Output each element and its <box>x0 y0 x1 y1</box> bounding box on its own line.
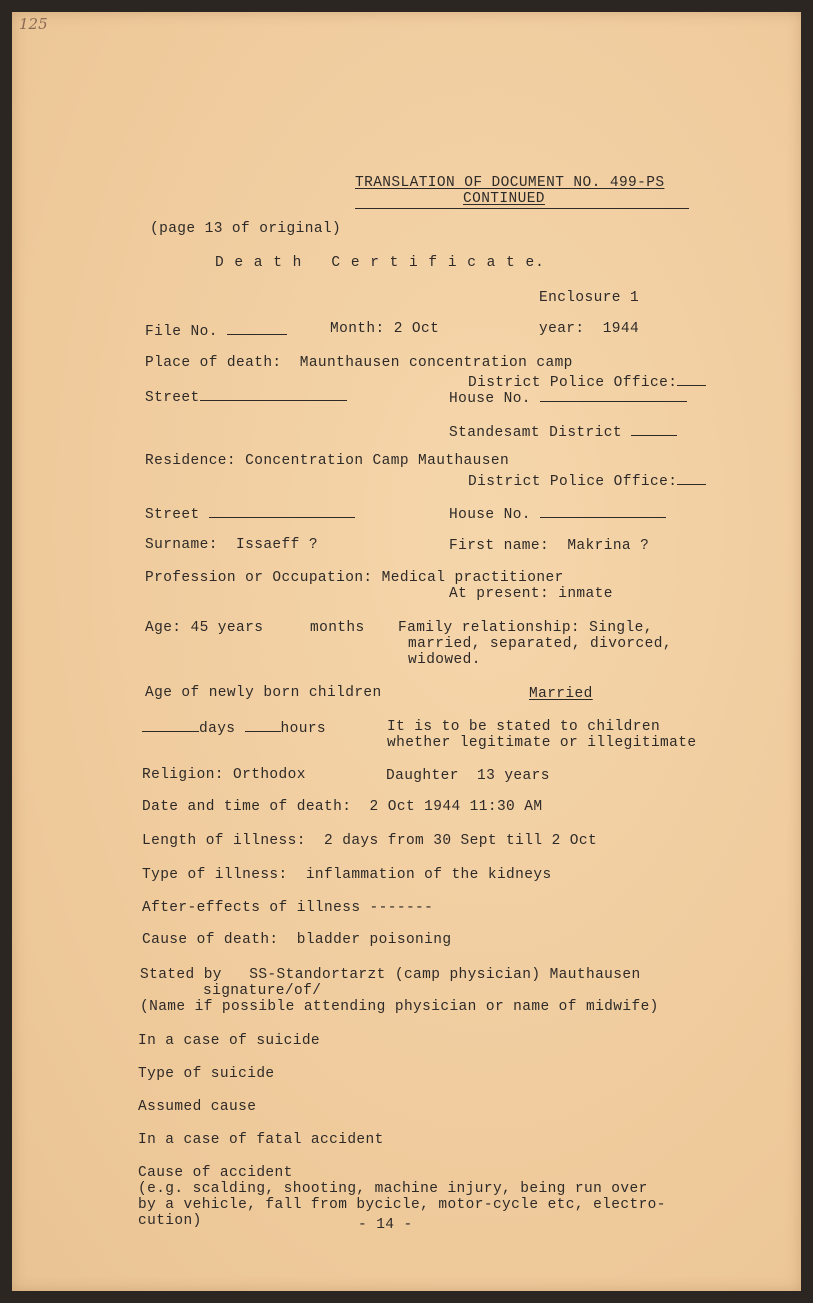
street-label-1: Street <box>145 390 200 406</box>
house-no-field-2 <box>449 504 666 523</box>
header-title: TRANSLATION OF DOCUMENT NO. 499-PS <box>355 175 665 191</box>
enclosure-label: Enclosure 1 <box>539 290 640 306</box>
months-label: months <box>310 620 365 636</box>
suicide-type: Type of suicide <box>138 1066 275 1082</box>
police-office-blank-2 <box>677 471 706 485</box>
street-blank-1 <box>200 387 347 401</box>
family-relationship-3: widowed. <box>408 652 481 668</box>
hours-blank <box>245 718 281 732</box>
religion: Religion: Orthodox <box>142 767 306 783</box>
standesamt-blank <box>631 422 677 436</box>
type-of-illness: Type of illness: inflammation of the kidneys <box>142 867 552 883</box>
days-label: days <box>199 721 236 737</box>
police-office-label-1: District Police Office: <box>468 375 678 391</box>
date-time-of-death: Date and time of death: 2 Oct 1944 11:30 AM <box>142 799 543 815</box>
after-effects: After-effects of illness ------- <box>142 900 434 916</box>
signature-of: signature/of/ <box>203 983 322 999</box>
suicide-case: In a case of suicide <box>138 1033 321 1049</box>
name-if-possible: (Name if possible attending physician or name of midwife) <box>140 999 659 1015</box>
street-blank-2 <box>209 504 355 518</box>
accident-cause: Cause of accident <box>138 1165 293 1181</box>
archive-mark: 125 <box>19 15 48 33</box>
surname: Surname: Issaeff ? <box>145 537 318 553</box>
street-field-2 <box>145 504 355 523</box>
year-field: year: 1944 <box>539 321 640 337</box>
police-office-label-2: District Police Office: <box>468 474 678 490</box>
at-present: At present: inmate <box>449 586 613 602</box>
accident-examples-2: by a vehicle, fall from bycicle, motor-cycle etc, electro- <box>138 1197 666 1213</box>
house-no-label-2: House No. <box>449 507 531 523</box>
house-no-blank-2 <box>540 504 666 518</box>
daughter: Daughter 13 years <box>386 768 550 784</box>
hours-label: hours <box>280 721 327 737</box>
days-hours-field <box>142 718 326 737</box>
house-no-field-1 <box>449 388 687 407</box>
standesamt-label: Standesamt District <box>449 425 622 441</box>
street-field-1 <box>145 387 347 406</box>
page-number: - 14 - <box>358 1217 413 1233</box>
place-of-death: Place of death: Maunthausen concentration camp <box>145 355 573 371</box>
residence: Residence: Concentration Camp Mauthausen <box>145 453 510 469</box>
married-status: Married <box>529 686 593 702</box>
length-of-illness: Length of illness: 2 days from 30 Sept till 2 Oct <box>142 833 598 849</box>
header-rule <box>355 208 689 209</box>
family-relationship-1: Family relationship: Single, <box>398 620 653 636</box>
age: Age: 45 years <box>145 620 264 636</box>
certificate-title: D e a t h C e r t i f i c a t e. <box>215 255 545 271</box>
document-page <box>12 12 801 1291</box>
file-no-label: File No. <box>145 324 218 340</box>
file-no-blank <box>227 321 287 335</box>
legitimacy-note-2: whether legitimate or illegitimate <box>387 735 697 751</box>
standesamt-district <box>449 422 677 441</box>
accident-examples-1: (e.g. scalding, shooting, machine injury, being run over <box>138 1181 648 1197</box>
police-office-blank-1 <box>677 372 706 386</box>
family-relationship-2: married, separated, divorced, <box>408 636 672 652</box>
legitimacy-note-1: It is to be stated to children <box>387 719 661 735</box>
stated-by: Stated by SS-Standortarzt (camp physician) Mauthausen <box>140 967 641 983</box>
header-continued: CONTINUED <box>463 191 545 207</box>
fatal-accident: In a case of fatal accident <box>138 1132 384 1148</box>
days-blank <box>142 718 199 732</box>
assumed-cause: Assumed cause <box>138 1099 257 1115</box>
street-label-2: Street <box>145 507 200 523</box>
first-name: First name: Makrina ? <box>449 538 650 554</box>
profession: Profession or Occupation: Medical practitioner <box>145 570 564 586</box>
house-no-label-1: House No. <box>449 391 531 407</box>
page-note: (page 13 of original) <box>150 221 342 237</box>
cause-of-death: Cause of death: bladder poisoning <box>142 932 452 948</box>
accident-examples-3: cution) <box>138 1213 202 1229</box>
month-field: Month: 2 Oct <box>330 321 440 337</box>
house-no-blank-1 <box>540 388 687 402</box>
file-no-field <box>145 321 287 340</box>
district-police-office-2 <box>468 471 706 490</box>
newborn-age: Age of newly born children <box>145 685 382 701</box>
